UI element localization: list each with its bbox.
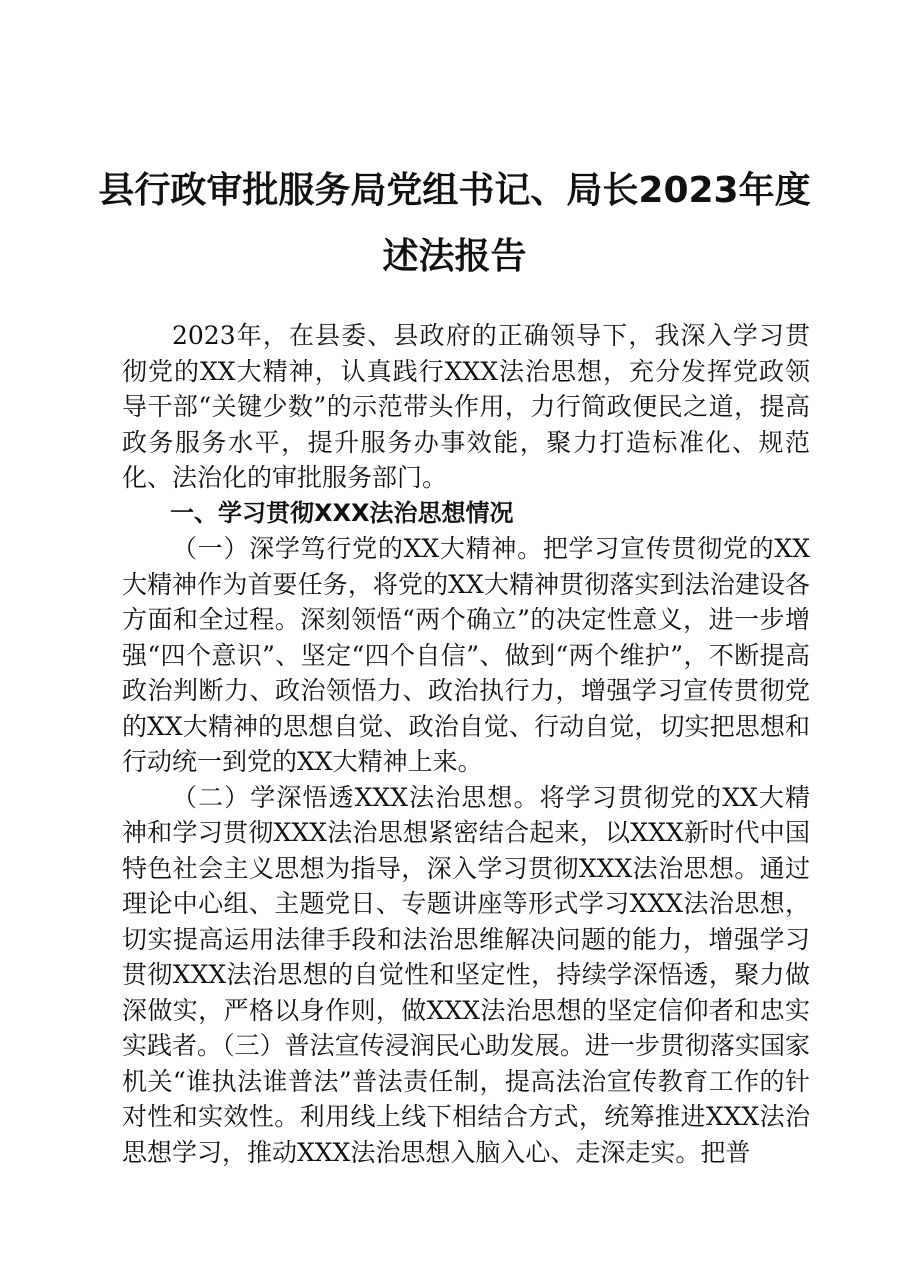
section-1-paragraph-1: （一）深学笃行党的XX大精神。把学习宣传贯彻党的XX大精神作为首要任务，将党的XX大精神贯彻落实到法治建设各方面和全过程。深刻领悟“两个确立”的决定性意义，进一步增强“四个意识”、坚定“四个自信”、做到“两个维护”，不断提高政治判断力、政治领悟力、政治执行力，增强学习宣传贯彻党的XX大精神的思想自觉、政治自觉、行动自觉，切实把思想和行动统一到党的XX大精神上来。 (122, 534, 810, 776)
intro-paragraph: 2023年，在县委、县政府的正确领导下，我深入学习贯彻党的XX大精神，认真践行XXX法治思想，充分发挥党政领导干部“关键少数”的示范带头作用，力行简政便民之道，提高政务服务水平，提升服务办事效能，聚力打造标准化、规范化、法治化的审批服务部门。 (122, 321, 810, 492)
document-title-line-2: 述法报告 (382, 236, 527, 277)
section-heading-1: 一、学习贯彻XXX法治思想情况 (170, 498, 514, 527)
document-title-line-1: 县行政审批服务局党组书记、局长2023年度 (98, 170, 811, 211)
section-1-paragraph-2: （二）学深悟透XXX法治思想。将学习贯彻党的XX大精神和学习贯彻XXX法治思想紧密结合起来，以XXX新时代中国特色社会主义思想为指导，深入学习贯彻XXX法治思想。通过理论中心组、主题党日、专题讲座等形式学习XXX法治思想，切实提高运用法律手段和法治思维解决问题的能力，增强学习贯彻XXX法治思想的自觉性和坚定性，持续学深悟透，聚力做深做实，严格以身作则，做XXX法治思想的坚定信仰者和忠实实践者。（三）普法宣传浸润民心助发展。进一步贯彻落实国家机关“谁执法谁普法”普法责任制，提高法治宣传教育工作的针对性和实效性。利用线上线下相结合方式，统筹推进XXX法治思想学习，推动XXX法治思想入脑入心、走深走实。把普 (122, 782, 810, 1167)
document-body (122, 318, 810, 1170)
